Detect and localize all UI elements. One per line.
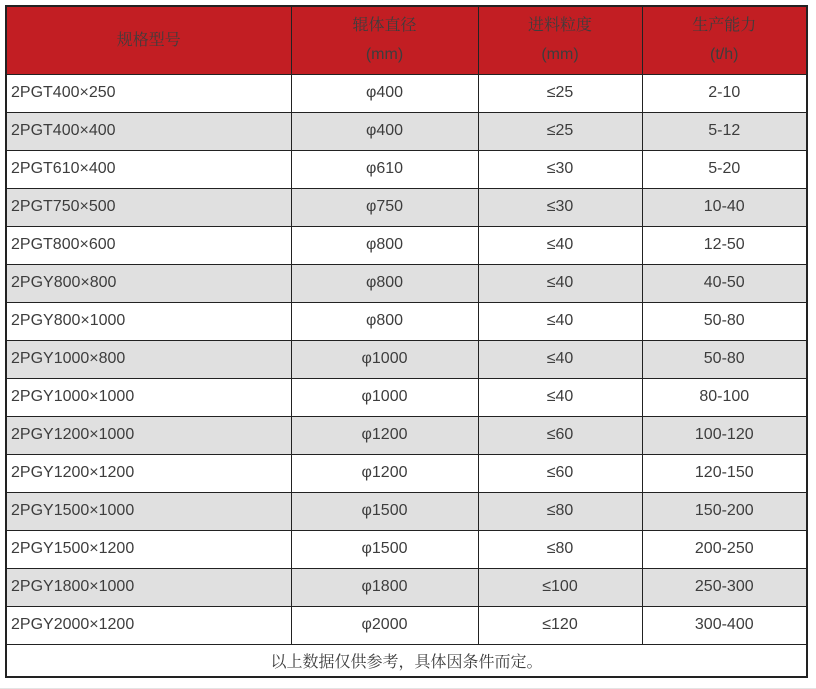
spec-cell: 100-120	[642, 416, 807, 454]
spec-cell: ≤40	[478, 340, 642, 378]
spec-cell: ≤80	[478, 492, 642, 530]
spec-cell: 2PGY1800×1000	[6, 568, 291, 606]
spec-row	[6, 264, 807, 302]
spec-cell: ≤30	[478, 150, 642, 188]
spec-cell: ≤120	[478, 606, 642, 644]
spec-row	[6, 530, 807, 568]
spec-table	[5, 5, 808, 678]
spec-cell: 80-100	[642, 378, 807, 416]
spec-cell: 2PGY1200×1000	[6, 416, 291, 454]
spec-cell: 10-40	[642, 188, 807, 226]
col-header-feed-size	[478, 6, 642, 74]
spec-row	[6, 226, 807, 264]
col-header-capacity-unit: (t/h)	[710, 46, 739, 64]
spec-cell: 2PGT610×400	[6, 150, 291, 188]
spec-cell: ≤40	[478, 226, 642, 264]
col-header-model	[6, 6, 291, 74]
spec-cell: φ400	[291, 112, 478, 150]
footer-row	[6, 644, 807, 677]
spec-cell: 2PGY1200×1200	[6, 454, 291, 492]
spec-cell: 2PGY800×1000	[6, 302, 291, 340]
col-header-feed-size-label: 进料粒度	[527, 17, 592, 35]
spec-cell: 2-10	[642, 74, 807, 112]
spec-cell: ≤40	[478, 264, 642, 302]
spec-cell: ≤25	[478, 74, 642, 112]
spec-cell: 2PGT750×500	[6, 188, 291, 226]
spec-cell: 200-250	[642, 530, 807, 568]
spec-cell: 50-80	[642, 340, 807, 378]
spec-cell: ≤60	[478, 416, 642, 454]
spec-cell: φ1800	[291, 568, 478, 606]
spec-row	[6, 606, 807, 644]
spec-row	[6, 74, 807, 112]
spec-cell: φ1200	[291, 416, 478, 454]
spec-cell: φ1000	[291, 340, 478, 378]
spec-cell: 2PGY1000×800	[6, 340, 291, 378]
spec-cell: 300-400	[642, 606, 807, 644]
spec-cell: φ800	[291, 264, 478, 302]
col-header-roller-diameter-unit: (mm)	[365, 46, 404, 64]
spec-row	[6, 302, 807, 340]
spec-row	[6, 188, 807, 226]
spec-cell: 2PGY1500×1000	[6, 492, 291, 530]
spec-cell: 40-50	[642, 264, 807, 302]
col-header-feed-size-unit: (mm)	[541, 46, 579, 64]
spec-cell: φ1500	[291, 492, 478, 530]
spec-cell: φ1500	[291, 530, 478, 568]
spec-cell: 2PGT400×250	[6, 74, 291, 112]
spec-row	[6, 340, 807, 378]
spec-row	[6, 112, 807, 150]
spec-cell: 250-300	[642, 568, 807, 606]
spec-cell: 2PGY1000×1000	[6, 378, 291, 416]
spec-row	[6, 416, 807, 454]
spec-cell: 120-150	[642, 454, 807, 492]
spec-cell: 5-12	[642, 112, 807, 150]
spec-cell: φ2000	[291, 606, 478, 644]
spec-cell: ≤100	[478, 568, 642, 606]
spec-cell: φ800	[291, 302, 478, 340]
spec-cell: 2PGY800×800	[6, 264, 291, 302]
col-header-roller-diameter-label: 辊体直径	[352, 17, 417, 35]
spec-cell: φ1000	[291, 378, 478, 416]
spec-cell: ≤80	[478, 530, 642, 568]
spec-row	[6, 378, 807, 416]
spec-cell: φ1200	[291, 454, 478, 492]
spec-cell: φ610	[291, 150, 478, 188]
spec-cell: 50-80	[642, 302, 807, 340]
spec-cell: ≤40	[478, 378, 642, 416]
spec-cell: φ800	[291, 226, 478, 264]
spec-cell: 2PGY2000×1200	[6, 606, 291, 644]
spec-cell: 2PGT400×400	[6, 112, 291, 150]
footer-note: 以上数据仅供参考，具体因条件而定。	[6, 644, 807, 677]
spec-cell: 2PGT800×600	[6, 226, 291, 264]
col-header-capacity	[642, 6, 807, 74]
col-header-capacity-label: 生产能力	[692, 17, 757, 35]
col-header-model-label: 规格型号	[116, 31, 181, 49]
spec-cell: 12-50	[642, 226, 807, 264]
col-header-roller-diameter	[291, 6, 478, 74]
spec-row	[6, 454, 807, 492]
spec-cell: ≤60	[478, 454, 642, 492]
spec-cell: ≤40	[478, 302, 642, 340]
spec-row	[6, 492, 807, 530]
spec-cell: φ750	[291, 188, 478, 226]
spec-row	[6, 568, 807, 606]
spec-cell: 150-200	[642, 492, 807, 530]
spec-cell: ≤30	[478, 188, 642, 226]
spec-cell: φ400	[291, 74, 478, 112]
table-body	[6, 74, 807, 644]
spec-row	[6, 150, 807, 188]
header-row	[6, 6, 807, 74]
spec-cell: 5-20	[642, 150, 807, 188]
spec-cell: ≤25	[478, 112, 642, 150]
spec-cell: 2PGY1500×1200	[6, 530, 291, 568]
